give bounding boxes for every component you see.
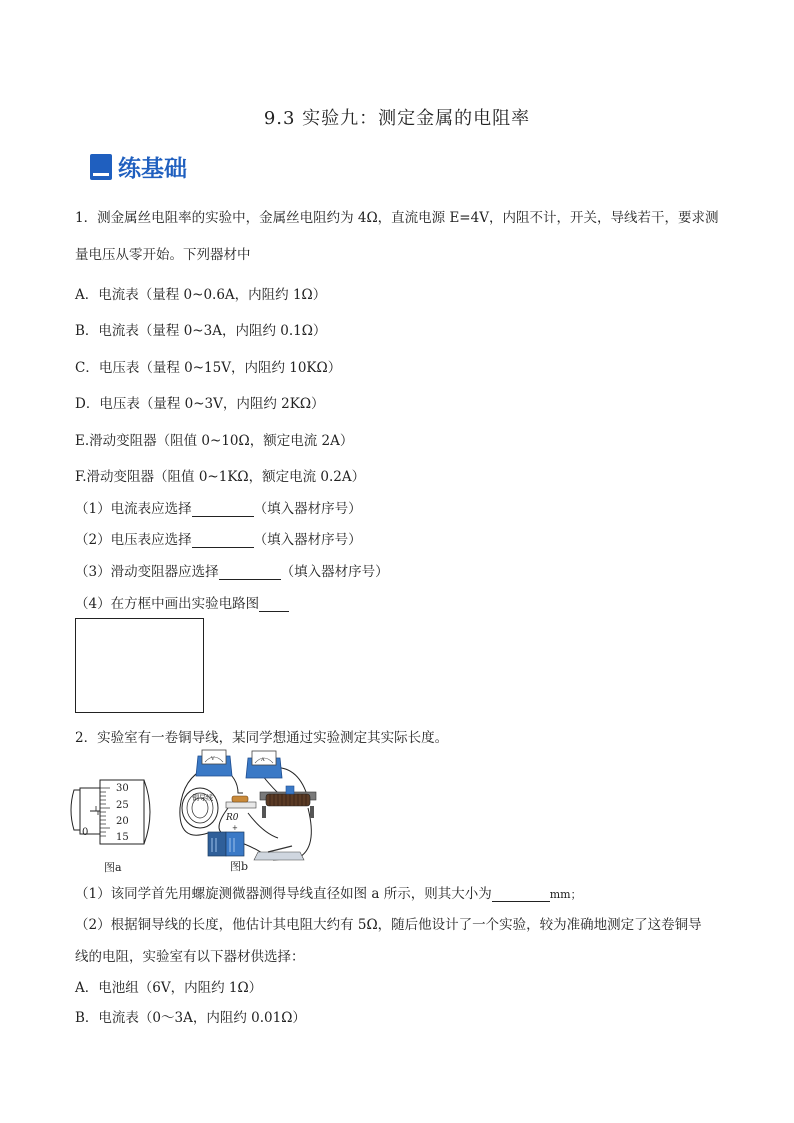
q1-option-b: B．电流表（量程 0~3A，内阻约 0.1Ω）	[75, 323, 327, 339]
q1-sub2-prompt: （2）电压表应选择	[75, 532, 192, 548]
q2-sub1-blank[interactable]	[492, 887, 550, 902]
fig-a-label: 图a	[104, 861, 122, 874]
micrometer-figure	[70, 760, 160, 875]
svg-text:+: +	[232, 824, 238, 832]
rheostat-icon	[260, 786, 316, 818]
q1-sub2-blank[interactable]	[192, 533, 254, 548]
q2-sub1	[75, 882, 582, 902]
q1-sub4-prompt: （4）在方框中画出实验电路图	[75, 596, 260, 612]
scale-tick-label: 15	[116, 832, 129, 843]
voltmeter-label: V	[211, 756, 215, 762]
q2-sub2-line2: 线的电阻，实验室有以下器材供选择：	[75, 949, 305, 965]
resistor-label: R0	[226, 813, 239, 823]
resistor-r0-icon	[226, 796, 256, 808]
q2-stem: 2．实验室有一卷铜导线，某同学想通过实验测定其实际长度。	[75, 730, 449, 746]
q2-option-a: A．电池组（6V，内阻约 1Ω）	[75, 980, 263, 996]
q1-option-a: A．电流表（量程 0~0.6A，内阻约 1Ω）	[75, 287, 327, 303]
q1-option-f: F.滑动变阻器（阻值 0~1KΩ，额定电流 0.2A）	[75, 469, 366, 485]
q1-sub4	[75, 592, 289, 612]
q1-stem-line2: 量电压从零开始。下列器材中	[75, 247, 251, 263]
q1-stem-line1: 1．测金属丝电阻率的实验中，金属丝电阻约为 4Ω，直流电源 E=4V，内阻不计，开关，导线若干，要求测	[75, 210, 719, 226]
q1-sub3	[75, 560, 389, 580]
q1-sub1-note: （填入器材序号）	[253, 501, 362, 517]
q1-option-e: E.滑动变阻器（阻值 0~10Ω，额定电流 2A）	[75, 433, 354, 449]
q1-sub1-prompt: （1）电流表应选择	[75, 501, 192, 517]
section-title: 练基础	[118, 156, 187, 182]
switch-icon	[254, 846, 304, 860]
q1-sub2-note: （填入器材序号）	[253, 532, 362, 548]
scale-tick-label: 25	[116, 800, 129, 811]
ammeter-label: A	[261, 757, 265, 763]
q2-option-b: B．电流表（0～3A，内阻约 0.01Ω）	[75, 1010, 306, 1026]
scale-tick-label: 30	[116, 783, 129, 794]
voltmeter-icon	[196, 750, 232, 776]
page-title: 9.3 实验九：测定金属的电阻率	[263, 108, 531, 129]
q1-sub3-prompt: （3）滑动变阻器应选择	[75, 564, 219, 580]
q2-sub1-unit: mm；	[549, 888, 582, 901]
q1-sub1	[75, 497, 362, 517]
q1-sub1-blank[interactable]	[192, 502, 254, 517]
q1-option-c: C．电压表（量程 0~15V，内阻约 10KΩ）	[75, 360, 342, 376]
scale-tick-label: 20	[116, 816, 129, 827]
ammeter-icon	[246, 751, 282, 778]
q1-sub3-note: （填入器材序号）	[280, 564, 389, 580]
fig-b-label: 图b	[230, 860, 249, 873]
book-icon	[90, 154, 112, 180]
circuit-apparatus-figure	[168, 748, 323, 874]
q1-option-d: D．电压表（量程 0~3V，内阻约 2KΩ）	[75, 396, 325, 412]
main-scale-zero: 0	[82, 827, 89, 838]
battery-icon	[208, 824, 244, 856]
coil-label: 铜导线	[192, 794, 213, 802]
q1-sub3-blank[interactable]	[219, 565, 281, 580]
q2-sub1-prompt: （1）该同学首先用螺旋测微器测得导线直径如图 a 所示，则其大小为	[75, 886, 492, 902]
q1-sub2	[75, 528, 362, 548]
q2-sub2-line1: （2）根据铜导线的长度，他估计其电阻大约有 5Ω，随后他设计了一个实验，较为准确地测定了这卷铜导	[75, 917, 702, 933]
q1-sub4-blank[interactable]	[259, 597, 289, 612]
circuit-drawing-box[interactable]	[75, 618, 204, 713]
